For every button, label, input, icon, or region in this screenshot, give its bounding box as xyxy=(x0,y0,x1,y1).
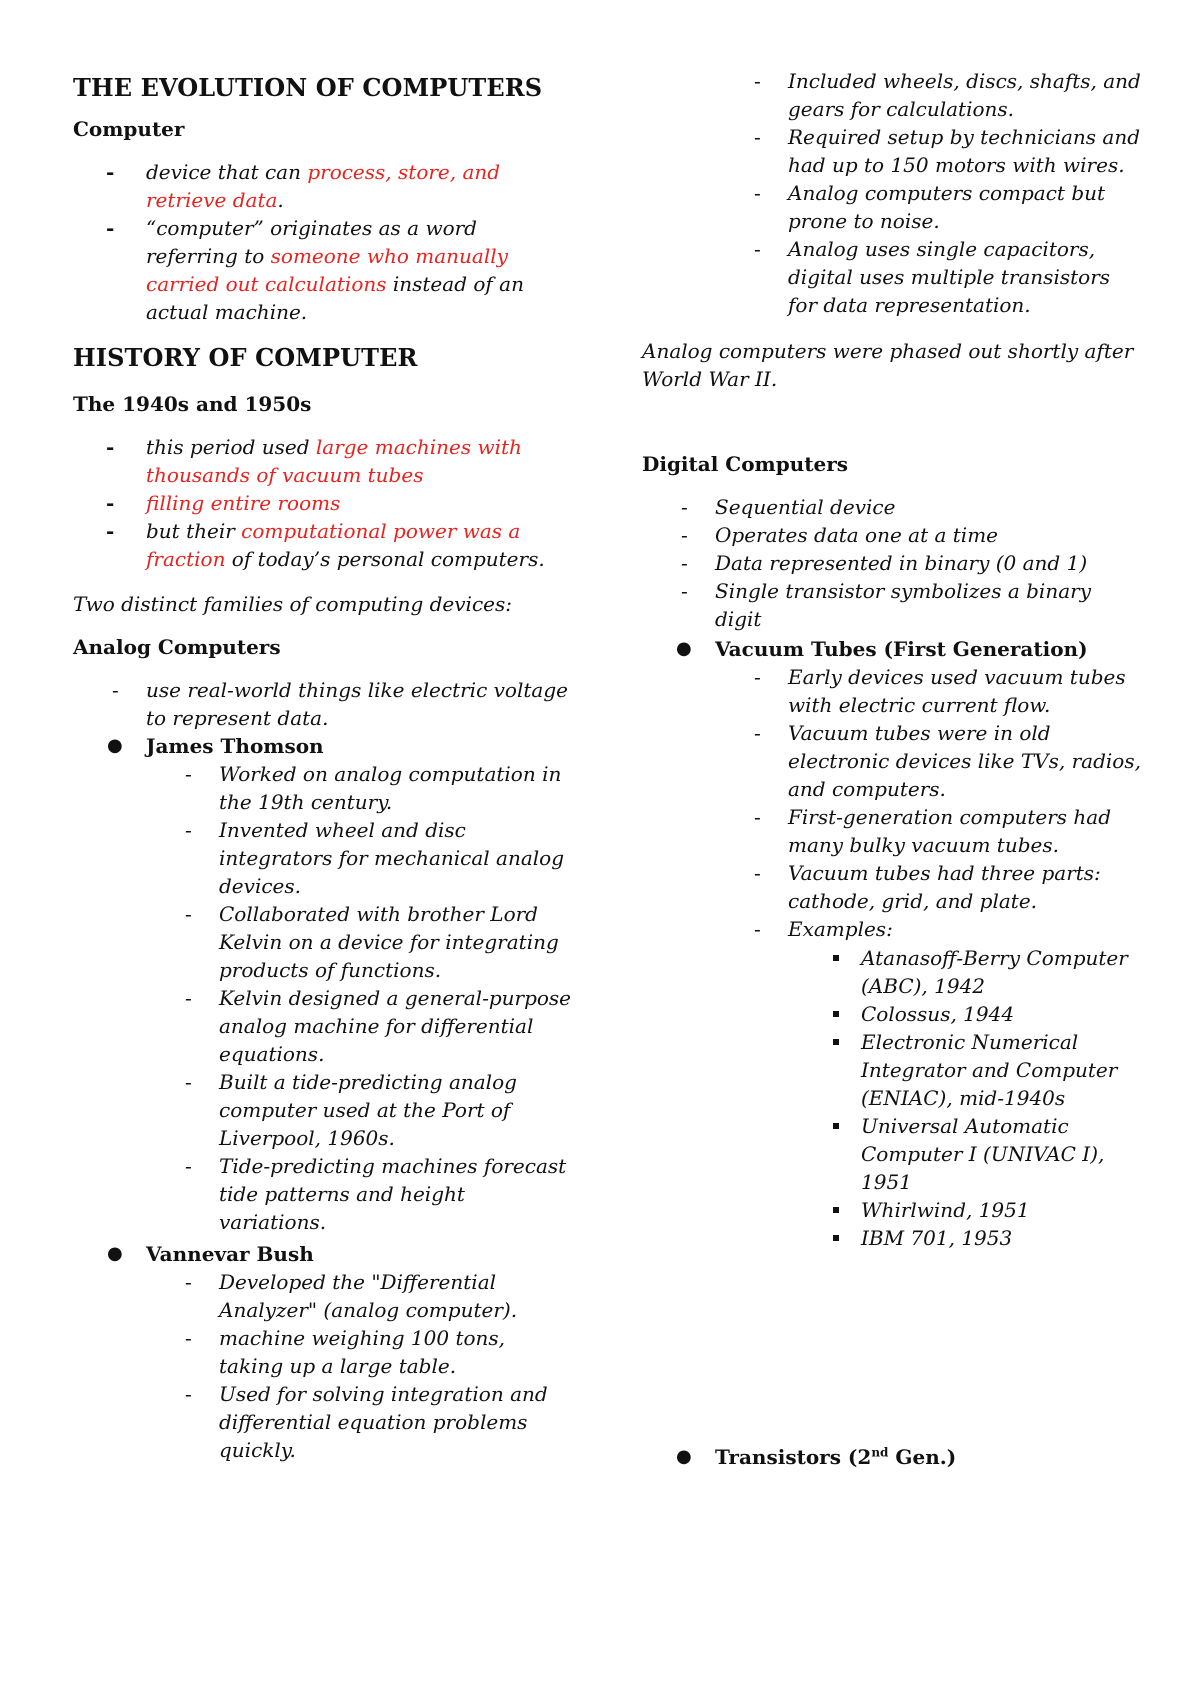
dash-marker: - xyxy=(681,579,688,603)
list-item-cont xyxy=(788,263,1110,291)
analog-heading: Analog Computers xyxy=(73,635,281,659)
list-item-cont xyxy=(219,844,564,872)
list-item-cont xyxy=(219,1180,465,1208)
item-text: equations. xyxy=(219,1042,325,1066)
list-item xyxy=(681,493,896,521)
dash-marker: - xyxy=(754,125,761,149)
phased-line-1: Analog computers were phased out shortly after xyxy=(642,339,1134,363)
list-item-cont xyxy=(788,775,946,803)
dash-marker: - xyxy=(106,491,115,515)
list-item-cont xyxy=(219,1096,510,1124)
list-item-cont xyxy=(861,1140,1104,1168)
era-heading: The 1940s and 1950s xyxy=(73,392,312,416)
item-text: Single transistor symbolizes a binary xyxy=(715,579,1091,603)
dash-marker: - xyxy=(185,1270,192,1294)
list-item-cont xyxy=(788,691,1050,719)
list-item-cont xyxy=(861,972,985,1000)
bullet-icon: ● xyxy=(107,735,123,756)
list-item-cont xyxy=(219,956,441,984)
list-item-cont xyxy=(788,747,1141,775)
list-item-cont xyxy=(219,872,301,900)
list-item-cont: carried out calculations instead of an xyxy=(146,272,524,296)
dash-marker: - xyxy=(754,721,761,745)
item-text: Collaborated with brother Lord xyxy=(219,902,538,926)
item-text: 1951 xyxy=(861,1170,912,1194)
item-text: Kelvin on a device for integrating xyxy=(219,930,559,954)
list-item xyxy=(185,1068,517,1096)
dash-marker: - xyxy=(754,181,761,205)
person-thomson: ● James Thomson xyxy=(107,734,324,758)
digital-heading: Digital Computers xyxy=(642,452,848,476)
list-item xyxy=(185,816,466,844)
history-heading: HISTORY OF COMPUTER xyxy=(73,343,418,372)
item-text: Sequential device xyxy=(715,495,896,519)
item-text: Colossus, 1944 xyxy=(861,1002,1015,1026)
dash-marker: - xyxy=(185,762,192,786)
item-text: Computer I (UNIVAC I), xyxy=(861,1142,1105,1166)
item-text: Analyzer" (analog computer). xyxy=(219,1298,518,1322)
list-item xyxy=(754,235,1096,263)
list-item: - filling entire rooms xyxy=(106,491,341,515)
phased-line-2: World War II. xyxy=(642,367,778,391)
list-item xyxy=(754,803,1111,831)
dash-marker: - xyxy=(754,861,761,885)
item-text: differential equation problems xyxy=(219,1410,528,1434)
dash-marker: - xyxy=(754,917,761,941)
list-item xyxy=(861,1196,1030,1224)
item-text: digital uses multiple transistors xyxy=(788,265,1111,289)
list-item xyxy=(185,1380,548,1408)
list-item-cont: referring to someone who manually xyxy=(146,244,508,268)
item-text: Integrator and Computer xyxy=(861,1058,1118,1082)
list-item xyxy=(861,1224,1012,1252)
dash-marker: - xyxy=(185,902,192,926)
list-item-cont: retrieve data. xyxy=(146,188,284,212)
square-bullet-icon xyxy=(833,1123,839,1129)
item-text: prone to noise. xyxy=(788,209,940,233)
item-text: Included wheels, discs, shafts, and xyxy=(788,69,1141,93)
item-text: First-generation computers had xyxy=(788,805,1111,829)
item-text: electronic devices like TVs, radios, xyxy=(788,749,1141,773)
square-bullet-icon xyxy=(833,1039,839,1045)
dash-marker: - xyxy=(106,519,115,543)
list-item xyxy=(185,760,562,788)
item-text: Invented wheel and disc xyxy=(219,818,466,842)
item-text: (ABC), 1942 xyxy=(861,974,986,998)
list-item-cont xyxy=(219,788,392,816)
list-item-cont xyxy=(715,605,761,633)
list-item-cont xyxy=(219,1436,296,1464)
item-text: cathode, grid, and plate. xyxy=(788,889,1038,913)
list-item: - this period used large machines with xyxy=(106,435,522,459)
item-text: Universal Automatic xyxy=(861,1114,1069,1138)
list-item xyxy=(754,719,1051,747)
list-item xyxy=(681,521,999,549)
dash-marker: - xyxy=(185,1382,192,1406)
item-text: many bulky vacuum tubes. xyxy=(788,833,1059,857)
dash-marker: - xyxy=(754,237,761,261)
item-text: Used for solving integration and xyxy=(219,1382,548,1406)
square-bullet-icon xyxy=(833,1011,839,1017)
dash-marker: - xyxy=(106,216,115,240)
item-text: Kelvin designed a general-purpose xyxy=(219,986,572,1010)
item-text: analog machine for differential xyxy=(219,1014,534,1038)
list-item-cont xyxy=(219,1408,527,1436)
item-text: with electric current flow. xyxy=(788,693,1051,717)
list-item xyxy=(185,1152,567,1180)
dash-marker: - xyxy=(754,805,761,829)
item-text: products of functions. xyxy=(219,958,442,982)
item-text: had up to 150 motors with wires. xyxy=(788,153,1125,177)
list-item xyxy=(185,900,538,928)
dash-marker: - xyxy=(106,435,115,459)
dash-marker: - xyxy=(185,1326,192,1350)
list-item xyxy=(861,944,1128,972)
dash-marker: - xyxy=(185,818,192,842)
square-bullet-icon xyxy=(833,955,839,961)
list-item xyxy=(754,123,1141,151)
item-text: Vacuum tubes had three parts: xyxy=(788,861,1101,885)
list-item: - but their computational power was a xyxy=(106,519,521,543)
item-text: taking up a large table. xyxy=(219,1354,457,1378)
item-text: Atanasoff-Berry Computer xyxy=(861,946,1128,970)
transistors-heading: ● Transistors (2nd Gen.) xyxy=(676,1445,957,1469)
list-item xyxy=(754,67,1141,95)
item-text: Early devices used vacuum tubes xyxy=(788,665,1126,689)
item-text: the 19th century. xyxy=(219,790,393,814)
bullet-icon: ● xyxy=(107,1243,123,1264)
list-item-cont xyxy=(788,831,1059,859)
list-item xyxy=(185,1324,506,1352)
list-item-cont: to represent data. xyxy=(146,706,329,730)
list-item xyxy=(754,859,1101,887)
families-text: Two distinct families of computing devices: xyxy=(73,592,512,616)
list-item xyxy=(861,1112,1069,1140)
item-text: Worked on analog computation in xyxy=(219,762,562,786)
item-text: Analog computers compact but xyxy=(788,181,1106,205)
list-item-cont: fraction of today’s personal computers. xyxy=(146,547,545,571)
list-item-cont xyxy=(788,95,1014,123)
dash-marker: - xyxy=(754,69,761,93)
list-item xyxy=(681,549,1088,577)
list-item xyxy=(754,179,1106,207)
item-text: Vacuum tubes were in old xyxy=(788,721,1051,745)
dash-marker: - xyxy=(681,551,688,575)
dash-marker: - xyxy=(185,1070,192,1094)
item-text: computer used at the Port of xyxy=(219,1098,511,1122)
list-item-cont xyxy=(219,928,559,956)
item-text: gears for calculations. xyxy=(788,97,1015,121)
list-item-cont xyxy=(788,151,1125,179)
item-text: and computers. xyxy=(788,777,946,801)
item-text: Data represented in binary (0 and 1) xyxy=(715,551,1088,575)
dash-marker: - xyxy=(754,665,761,689)
dash-marker: - xyxy=(681,523,688,547)
list-item-cont xyxy=(788,887,1037,915)
person-bush: ● Vannevar Bush xyxy=(107,1242,314,1266)
list-item: - “computer” originates as a word xyxy=(106,216,477,240)
list-item xyxy=(861,1000,1014,1028)
list-item xyxy=(185,1268,497,1296)
list-item xyxy=(185,984,572,1012)
item-text: digit xyxy=(715,607,762,631)
list-item-cont xyxy=(219,1208,326,1236)
dash-marker: - xyxy=(112,678,119,702)
list-item: - device that can process, store, and xyxy=(106,160,501,184)
item-text: Whirlwind, 1951 xyxy=(861,1198,1030,1222)
item-text: Operates data one at a time xyxy=(715,523,999,547)
item-text: Analog uses single capacitors, xyxy=(788,237,1096,261)
item-text: Electronic Numerical xyxy=(861,1030,1079,1054)
square-bullet-icon xyxy=(833,1235,839,1241)
list-item-cont xyxy=(219,1012,533,1040)
item-text: variations. xyxy=(219,1210,327,1234)
computer-heading: Computer xyxy=(73,117,185,141)
list-item-cont: thousands of vacuum tubes xyxy=(146,463,424,487)
item-text: machine weighing 100 tons, xyxy=(219,1326,506,1350)
item-text: Developed the "Differential xyxy=(219,1270,497,1294)
list-item: - use real-world things like electric voltage xyxy=(112,678,568,702)
list-item-cont xyxy=(219,1296,517,1324)
list-item xyxy=(681,577,1091,605)
dash-marker: - xyxy=(106,160,115,184)
dash-marker: - xyxy=(185,1154,192,1178)
list-item-cont xyxy=(788,291,1031,319)
list-item-cont xyxy=(219,1352,456,1380)
dash-marker: - xyxy=(185,986,192,1010)
list-item xyxy=(861,1028,1078,1056)
list-item-cont xyxy=(219,1040,324,1068)
item-text: Liverpool, 1960s. xyxy=(219,1126,395,1150)
item-text: devices. xyxy=(219,874,301,898)
item-text: Required setup by technicians and xyxy=(788,125,1141,149)
list-item xyxy=(754,663,1126,691)
bullet-icon: ● xyxy=(676,1446,692,1467)
list-item-cont xyxy=(788,207,940,235)
list-item-cont: actual machine. xyxy=(146,300,308,324)
dash-marker: - xyxy=(681,495,688,519)
item-text: quickly. xyxy=(219,1438,296,1462)
item-text: for data representation. xyxy=(788,293,1031,317)
list-item xyxy=(754,915,893,943)
page-title: THE EVOLUTION OF COMPUTERS xyxy=(73,73,543,102)
list-item-cont xyxy=(861,1056,1117,1084)
item-text: (ENIAC), mid-1940s xyxy=(861,1086,1066,1110)
item-text: Tide-predicting machines forecast xyxy=(219,1154,567,1178)
item-text: Examples: xyxy=(788,917,893,941)
item-text: IBM 701, 1953 xyxy=(861,1226,1013,1250)
item-text: integrators for mechanical analog xyxy=(219,846,564,870)
list-item-cont xyxy=(861,1084,1065,1112)
item-text: Built a tide-predicting analog xyxy=(219,1070,517,1094)
list-item-cont xyxy=(219,1124,395,1152)
bullet-icon: ● xyxy=(676,638,692,659)
vacuum-heading: ● Vacuum Tubes (First Generation) xyxy=(676,637,1088,661)
square-bullet-icon xyxy=(833,1207,839,1213)
item-text: tide patterns and height xyxy=(219,1182,465,1206)
list-item-cont xyxy=(861,1168,912,1196)
